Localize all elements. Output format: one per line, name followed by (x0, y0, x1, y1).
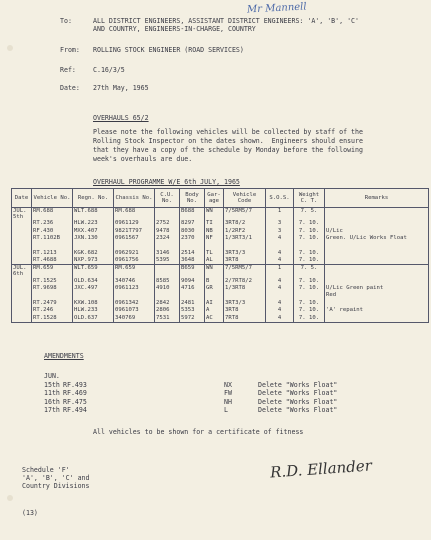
cell-cu-no: 3146 (155, 250, 180, 257)
body-line: that they have a copy of the schedule by Monday before the following (93, 146, 363, 154)
table-row (12, 235, 429, 242)
cell-body-no (180, 292, 205, 299)
schedule-line: Schedule 'F' (22, 466, 70, 474)
amendment-action: Delete "Works Float" (258, 405, 338, 414)
cell-vehicle-code: 3RT8/2 (224, 220, 266, 227)
cell-date (12, 257, 32, 264)
amendment-vehicle: RF.494 (63, 405, 87, 414)
cell-vehicle-code: 3RT3/3 (224, 300, 266, 307)
cell-remarks: U/Lic (325, 228, 429, 235)
table-row (12, 220, 429, 227)
cell-date (12, 220, 32, 227)
cell-body-no: 3648 (180, 257, 205, 264)
header-garage: Gar-age (205, 189, 224, 208)
cell-chassis-no: RM.659 (114, 265, 155, 278)
cell-remarks (325, 208, 429, 221)
cell-body-no: 9094 (180, 278, 205, 285)
header-chassis-no: Chassis No. (114, 189, 155, 208)
cell-sos: 1 (266, 208, 294, 221)
amendment-date: 17th (44, 405, 60, 414)
cell-weight: 7. 5. (294, 208, 325, 221)
cell-chassis-no: 0961567 (114, 235, 155, 242)
cell-cu-no: 2752 (155, 220, 180, 227)
cell-chassis-no: 0961123 (114, 285, 155, 292)
amendment-garage: L (224, 405, 228, 414)
cell-weight: 7. 10. (294, 250, 325, 257)
cell-sos: 4 (266, 250, 294, 257)
amendment-date: 16th (44, 397, 60, 406)
cell-date (12, 235, 32, 242)
cell-weight: 7. 10. (294, 315, 325, 322)
table-row (12, 208, 429, 221)
cell-vehicle-code: 7RT8 (224, 315, 266, 322)
cell-cu-no (155, 208, 180, 221)
cell-cu-no: 8585 (155, 278, 180, 285)
cell-date (12, 300, 32, 307)
cell-weight (294, 243, 325, 250)
cell-regn-no: HLW.233 (73, 307, 114, 314)
cell-body-no: 2514 (180, 250, 205, 257)
cell-remarks (325, 243, 429, 250)
cell-sos: 3 (266, 228, 294, 235)
cell-body-no: 2481 (180, 300, 205, 307)
cell-cu-no: 9478 (155, 228, 180, 235)
cell-date (12, 315, 32, 322)
table-body (12, 208, 429, 323)
cell-chassis-no: RM.688 (114, 208, 155, 221)
cell-body-no: 2370 (180, 235, 205, 242)
cell-date (12, 278, 32, 285)
cell-cu-no: 5395 (155, 257, 180, 264)
cell-date: JUL. 5th (12, 208, 32, 221)
header-body-no: Body No. (180, 189, 205, 208)
cell-garage: A (205, 307, 224, 314)
cell-regn-no: OLD.637 (73, 315, 114, 322)
cell-body-no: 4716 (180, 285, 205, 292)
table-row (12, 278, 429, 285)
fitness-note: All vehicles to be shown for a certificate of fitness (93, 428, 304, 436)
body-line: Rolling Stock Inspector on the dates shown. Engineers should ensure (93, 137, 363, 145)
cell-date (12, 250, 32, 257)
cell-garage: AI (205, 300, 224, 307)
header-remarks: Remarks (325, 189, 429, 208)
table-row (12, 285, 429, 292)
body-line: week's overhauls are due. (93, 155, 193, 163)
cell-vehicle-code (224, 243, 266, 250)
signature: R.D. Ellander (269, 456, 373, 482)
cell-vehicle-code: 7/5RM5/7 (224, 265, 266, 278)
table-row (12, 250, 429, 257)
ref-label: Ref: (60, 66, 76, 74)
cell-vehicle-code (224, 292, 266, 299)
cell-body-no: B659 (180, 265, 205, 278)
cell-remarks (325, 250, 429, 257)
table-header-row (12, 189, 429, 208)
cell-vehicle-no: RT.9698 (32, 285, 73, 292)
cell-weight: 7. 10. (294, 228, 325, 235)
from-value: ROLLING STOCK ENGINEER (ROAD SERVICES) (93, 46, 244, 54)
cell-vehicle-no (32, 292, 73, 299)
cell-regn-no: HLW.223 (73, 220, 114, 227)
ref-value: C.16/3/5 (93, 66, 125, 74)
cell-sos: 4 (266, 285, 294, 292)
cell-sos: 3 (266, 220, 294, 227)
cell-weight (294, 292, 325, 299)
cell-sos: 4 (266, 300, 294, 307)
cell-remarks (325, 300, 429, 307)
cell-vehicle-code: 7/5RM5/7 (224, 208, 266, 221)
cell-weight: 7. 5. (294, 265, 325, 278)
cell-garage: TI (205, 220, 224, 227)
amendment-action: Delete "Works Float" (258, 397, 338, 406)
cell-date (12, 307, 32, 314)
cell-body-no: 5353 (180, 307, 205, 314)
table-row (12, 228, 429, 235)
cell-chassis-no: 340769 (114, 315, 155, 322)
schedule-line: 'A', 'B', 'C' and (22, 474, 90, 482)
cell-chassis-no: 0962921 (114, 250, 155, 257)
cell-chassis-no: 0961756 (114, 257, 155, 264)
cell-chassis-no (114, 292, 155, 299)
from-label: From: (60, 46, 80, 54)
amendment-vehicle: RF.475 (63, 397, 87, 406)
cell-cu-no: 2842 (155, 300, 180, 307)
cell-date (12, 292, 32, 299)
cell-regn-no: KGK.682 (73, 250, 114, 257)
table-row (12, 292, 429, 299)
header-weight: Weight C. T. (294, 189, 325, 208)
subject-heading: OVERHAULS 65/2 (93, 114, 149, 122)
cell-garage: AL (205, 257, 224, 264)
cell-vehicle-code: 3RT3/3 (224, 250, 266, 257)
cell-cu-no: 7531 (155, 315, 180, 322)
cell-vehicle-no: RT.236 (32, 220, 73, 227)
cell-vehicle-no (32, 243, 73, 250)
header-regn-no: Regn. No. (73, 189, 114, 208)
cell-remarks: 'A' repaint (325, 307, 429, 314)
cell-vehicle-no: RT.4688 (32, 257, 73, 264)
amendment-garage: FW (224, 389, 232, 398)
amendment-vehicle: RF.493 (63, 381, 87, 389)
cell-vehicle-no: RT.2479 (32, 300, 73, 307)
cell-body-no: 5972 (180, 315, 205, 322)
table-row (12, 300, 429, 307)
cell-body-no: 8030 (180, 228, 205, 235)
cell-chassis-no: 9821T797 (114, 228, 155, 235)
cell-garage: NB (205, 228, 224, 235)
cell-date (12, 243, 32, 250)
cell-date (12, 228, 32, 235)
cell-vehicle-no: RT.246 (32, 307, 73, 314)
handwritten-note: Mr Mannell (246, 1, 307, 16)
to-line-1: ALL DISTRICT ENGINEERS, ASSISTANT DISTRICT ENGINEERS: 'A', 'B', 'C' (93, 17, 359, 25)
cell-body-no: B688 (180, 208, 205, 221)
cell-garage: TL (205, 250, 224, 257)
header-vehicle-no: Vehicle No. (32, 189, 73, 208)
cell-garage: WN (205, 208, 224, 221)
cell-garage: GR (205, 285, 224, 292)
cell-sos: 1 (266, 265, 294, 278)
table-row (12, 243, 429, 250)
header-date: Date (12, 189, 32, 208)
amendment-action: Delete "Works Float" (258, 381, 338, 389)
body-line: Please note the following vehicles will be collected by staff of the (93, 128, 363, 136)
cell-sos (266, 292, 294, 299)
cell-weight: 7. 10. (294, 257, 325, 264)
cell-regn-no: OLD.634 (73, 278, 114, 285)
cell-regn-no: JXN.130 (73, 235, 114, 242)
cell-sos: 4 (266, 315, 294, 322)
cell-cu-no (155, 243, 180, 250)
amendment-action: Delete "Works Float" (258, 389, 338, 398)
cell-garage: NF (205, 235, 224, 242)
cell-garage (205, 292, 224, 299)
cell-regn-no: MXX.407 (73, 228, 114, 235)
cell-chassis-no: 0961342 (114, 300, 155, 307)
cell-chassis-no: 0961073 (114, 307, 155, 314)
schedule-line: Country Divisions (22, 482, 90, 490)
header-vehicle-code: Vehicle Code (224, 189, 266, 208)
cell-vehicle-no: RM.659 (32, 265, 73, 278)
cell-cu-no: 2324 (155, 235, 180, 242)
cell-weight: 7. 10. (294, 307, 325, 314)
cell-garage (205, 243, 224, 250)
cell-regn-no (73, 243, 114, 250)
to-label: To: (60, 17, 72, 25)
cell-vehicle-no: RF.430 (32, 228, 73, 235)
cell-sos: 4 (266, 257, 294, 264)
cell-chassis-no (114, 243, 155, 250)
cell-vehicle-code: 2/7RT8/2 (224, 278, 266, 285)
cell-vehicle-no: RT.1102B (32, 235, 73, 242)
cell-remarks: Red (325, 292, 429, 299)
header-sos: S.O.S. (266, 189, 294, 208)
cell-remarks: U/Lic Green paint (325, 285, 429, 292)
cell-regn-no: NXP.973 (73, 257, 114, 264)
header-cu-no: C.U. No. (155, 189, 180, 208)
cell-cu-no: 4910 (155, 285, 180, 292)
amendment-garage: NX (224, 381, 232, 389)
cell-weight: 7. 10. (294, 285, 325, 292)
cell-vehicle-code: 1/3RT3/1 (224, 235, 266, 242)
date-value: 27th May, 1965 (93, 84, 149, 92)
table-row (12, 315, 429, 322)
cell-vehicle-code: 1/3RT8 (224, 285, 266, 292)
table-row (12, 307, 429, 314)
cell-vehicle-code: 1/2RF2 (224, 228, 266, 235)
cell-garage: B (205, 278, 224, 285)
cell-vehicle-no: RT.1528 (32, 315, 73, 322)
cell-weight: 7. 10. (294, 278, 325, 285)
cell-vehicle-no: RT.1213 (32, 250, 73, 257)
amendment-date: 11th (44, 389, 60, 398)
programme-title: OVERHAUL PROGRAMME W/E 6th JULY, 1965 (93, 178, 240, 186)
amendments-month: JUN. (44, 372, 60, 380)
cell-regn-no: JXC.497 (73, 285, 114, 292)
punch-hole (7, 45, 13, 51)
cell-regn-no: WLT.688 (73, 208, 114, 221)
cell-regn-no: WLT.659 (73, 265, 114, 278)
cell-sos (266, 243, 294, 250)
cell-date (12, 285, 32, 292)
cell-remarks (325, 257, 429, 264)
cell-body-no (180, 243, 205, 250)
cell-remarks (325, 220, 429, 227)
amendment-garage: NH (224, 397, 232, 406)
cell-regn-no: KXW.108 (73, 300, 114, 307)
cell-weight: 7. 10. (294, 220, 325, 227)
cell-vehicle-no: RT.1525 (32, 278, 73, 285)
cell-remarks (325, 278, 429, 285)
cell-chassis-no: 340746 (114, 278, 155, 285)
cell-remarks (325, 315, 429, 322)
cell-sos: 4 (266, 307, 294, 314)
cell-vehicle-code: 3RT8 (224, 257, 266, 264)
cell-weight: 7. 10. (294, 235, 325, 242)
amendment-date: 15th (44, 381, 60, 389)
cell-vehicle-code: 3RT8 (224, 307, 266, 314)
cell-garage: WN (205, 265, 224, 278)
cell-sos: 4 (266, 278, 294, 285)
table-row (12, 257, 429, 264)
table-row (12, 265, 429, 278)
cell-chassis-no: 0961129 (114, 220, 155, 227)
cell-weight: 7. 10. (294, 300, 325, 307)
cell-date: JUL. 6th (12, 265, 32, 278)
cell-remarks: Green. U/Lic Works Float (325, 235, 429, 242)
cell-garage: AC (205, 315, 224, 322)
date-label: Date: (60, 84, 80, 92)
amendment-vehicle: RF.469 (63, 389, 87, 398)
cell-vehicle-no: RM.688 (32, 208, 73, 221)
punch-hole (7, 495, 13, 501)
overhaul-table (11, 188, 429, 323)
cell-regn-no (73, 292, 114, 299)
cell-sos: 4 (266, 235, 294, 242)
page-number: (13) (22, 509, 38, 517)
amendments-heading: AMENDMENTS (44, 352, 84, 360)
cell-cu-no (155, 292, 180, 299)
to-line-2: AND COUNTRY, ENGINEERS-IN-CHARGE, COUNTRY (93, 25, 256, 33)
cell-remarks (325, 265, 429, 278)
cell-cu-no: 2806 (155, 307, 180, 314)
cell-body-no: 8297 (180, 220, 205, 227)
cell-cu-no (155, 265, 180, 278)
